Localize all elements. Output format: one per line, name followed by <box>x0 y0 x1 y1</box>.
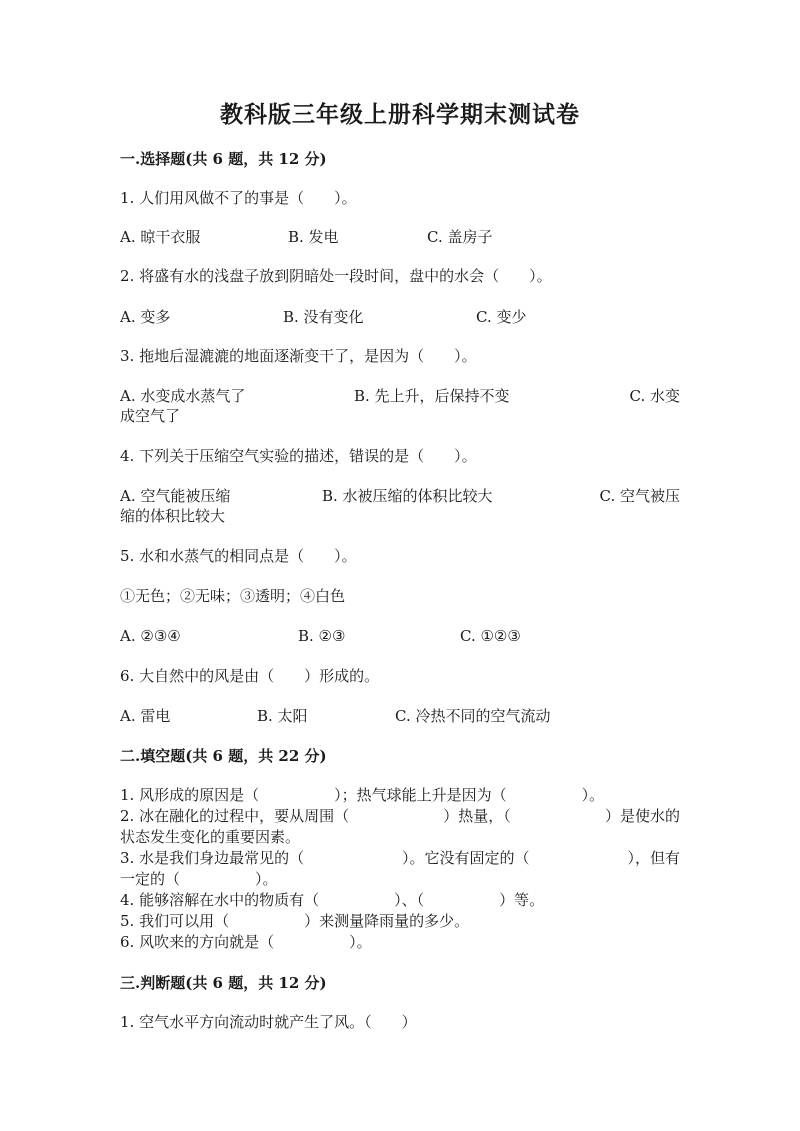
option-b: B. 发电 <box>288 228 339 246</box>
fill-line: 一定的（ ）。 <box>120 870 278 888</box>
option-b: B. ②③ <box>298 627 346 645</box>
page-title: 教科版三年级上册科学期末测试卷 <box>220 101 580 128</box>
fill-segment: 2. 冰在融化的过程中，要从周围（ <box>120 807 350 825</box>
option-b: B. 先上升，后保持不变 <box>354 387 510 405</box>
question-stem: 5. 水和水蒸气的相同点是（ ）。 <box>120 547 357 565</box>
options-row <box>120 386 680 406</box>
options-row <box>120 486 680 506</box>
fill-line: 6. 风吹来的方向就是（ ）。 <box>120 933 372 951</box>
option-wrap-text: 成空气了 <box>120 407 181 425</box>
option-a: A. 变多 <box>120 308 171 326</box>
option-a: A. 晾干衣服 <box>120 228 201 246</box>
option-a: A. ②③④ <box>120 627 181 645</box>
fill-line <box>120 806 680 827</box>
question-note: ①无色；②无味；③透明；④白色 <box>120 587 346 605</box>
option-wrap-text: 缩的体积比较大 <box>120 507 226 525</box>
question-stem: 2. 将盛有水的浅盘子放到阴暗处一段时间，盘中的水会（ ）。 <box>120 267 552 285</box>
options-row <box>120 227 680 247</box>
question-stem: 4. 下列关于压缩空气实验的描述，错误的是（ ）。 <box>120 447 477 465</box>
question-stem: 6. 大自然中的风是由（ ）形成的。 <box>120 667 380 685</box>
option-a: A. 空气能被压缩 <box>120 487 231 505</box>
fill-segment: ），但有 <box>627 849 680 867</box>
fill-segment: ）是使水的 <box>604 807 680 825</box>
fill-questions <box>120 785 680 953</box>
options-row <box>120 626 680 646</box>
fill-segment: 3. 水是我们身边最常见的（ <box>120 849 305 867</box>
fill-line: 5. 我们可以用（ ）来测量降雨量的多少。 <box>120 912 470 930</box>
option-c: C. ①②③ <box>460 627 521 645</box>
section-heading-choice: 一.选择题(共 6 题，共 12 分) <box>120 150 327 168</box>
options-row <box>120 706 680 726</box>
option-b: B. 太阳 <box>257 707 308 725</box>
option-c: C. 冷热不同的空气流动 <box>395 707 551 725</box>
option-a: A. 水变成水蒸气了 <box>120 387 246 405</box>
fill-line: 4. 能够溶解在水中的物质有（ ）、（ ）等。 <box>120 891 545 909</box>
option-c: C. 变少 <box>476 308 527 326</box>
option-b: B. 水被压缩的体积比较大 <box>322 487 493 505</box>
section-heading-fill: 二.填空题(共 6 题，共 22 分) <box>120 747 327 765</box>
options-row <box>120 307 680 327</box>
fill-segment: ）。它没有固定的（ <box>402 849 530 867</box>
section-heading-judge: 三.判断题(共 6 题，共 12 分) <box>120 974 327 992</box>
question-stem: 1. 人们用风做不了的事是（ ）。 <box>120 189 357 207</box>
option-a: A. 雷电 <box>120 707 171 725</box>
option-b: B. 没有变化 <box>283 308 364 326</box>
option-c: C. 水变 <box>629 387 680 405</box>
judge-question: 1. 空气水平方向流动时就产生了风。（ ） <box>120 1013 417 1031</box>
question-stem: 3. 拖地后湿漉漉的地面逐渐变干了，是因为（ ）。 <box>120 347 477 365</box>
fill-line: 1. 风形成的原因是（ ）；热气球能上升是因为（ ）。 <box>120 786 605 804</box>
fill-line: 状态发生变化的重要因素。 <box>120 828 301 846</box>
fill-line <box>120 848 680 869</box>
option-c: C. 空气被压 <box>599 487 680 505</box>
fill-segment: ）热量，（ <box>443 807 511 825</box>
option-c: C. 盖房子 <box>427 228 493 246</box>
